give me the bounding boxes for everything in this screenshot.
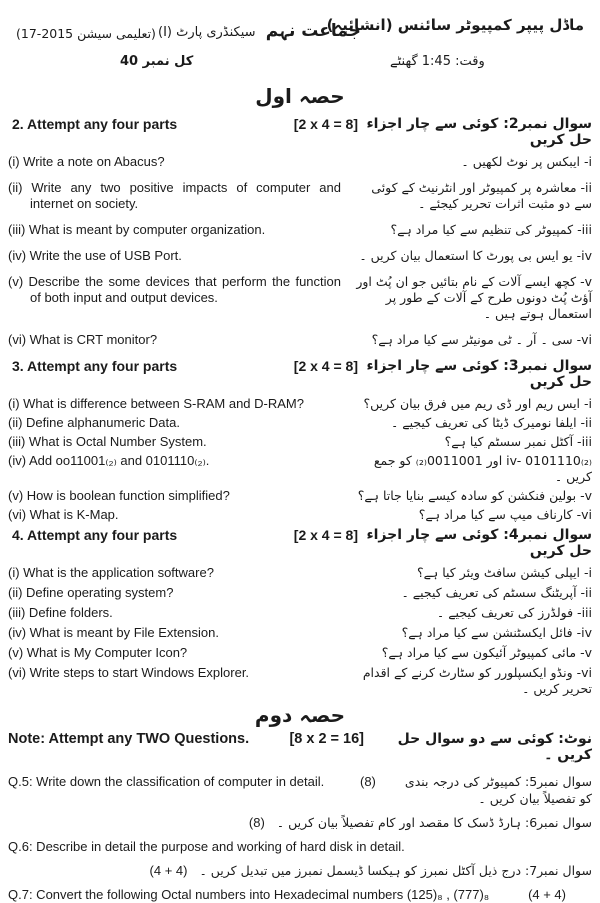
question-5-row — [8, 773, 592, 807]
section-q4-title-ur: سوال نمبر4: کوئی سے چار اجزاء حل کریں — [366, 527, 592, 559]
question-7-ur-row — [8, 862, 592, 879]
question-row — [8, 154, 592, 170]
question-7-marks-ur: (4 + 4) — [149, 863, 188, 878]
question-row — [8, 645, 592, 661]
question-ur: iv- یو ایس بی پورٹ کا استعمال بیان کریں ۔ — [359, 248, 592, 263]
question-row — [8, 396, 592, 412]
question-6-en-row — [8, 838, 592, 855]
question-row — [8, 507, 592, 523]
question-en: (ii) Define operating system? — [8, 585, 174, 600]
question-ur: vi- سی ۔ آر ۔ ٹی مونیٹر سے کیا مراد ہے؟ — [371, 332, 592, 347]
question-6-ur-row — [8, 814, 592, 831]
question-en: (vi) Write steps to start Windows Explorer. — [8, 665, 250, 680]
note-marks: [8 x 2 = 16] — [289, 731, 364, 747]
part-one-heading: حصہ اول — [255, 84, 345, 108]
question-row — [8, 585, 592, 601]
question-row — [8, 565, 592, 581]
question-en: (i) What is the application software? — [8, 565, 214, 580]
time-allowed: وقت: 1:45 گھنٹے — [390, 54, 485, 69]
section-q2-title-ur: سوال نمبر2: کوئی سے چار اجزاء حل کریں — [366, 116, 592, 148]
question-7-en: Q.7: Convert the following Octal numbers into Hexadecimal numbers (125)₈ , (777)₈ — [8, 887, 490, 902]
question-en: (iv) Write the use of USB Port. — [8, 248, 182, 263]
question-ur: i- ایس ریم اور ڈی ریم میں فرق بیان کریں؟ — [363, 396, 592, 411]
question-en: (v) How is boolean function simplified? — [8, 488, 230, 503]
question-en: (v) What is My Computer Icon? — [8, 645, 188, 660]
question-en: (iii) Define folders. — [8, 605, 113, 620]
part-two-heading: حصہ دوم — [254, 703, 346, 727]
question-ur: v- بولین فنکشن کو سادہ کیسے بنایا جاتا ہے؟ — [357, 488, 592, 503]
question-en: (iv) Add oo11001₍₂₎ and 0101110₍₂₎. — [8, 453, 210, 468]
question-7-marks-en: (4 + 4) — [528, 887, 566, 902]
section-q3-title-en: 3. Attempt any four parts — [12, 358, 178, 374]
question-ur: iv- 0101110₍₂₎ اور 0011001₍₂₎ کو جمع کریں ۔ — [373, 453, 592, 484]
question-row — [8, 222, 592, 238]
section-q4-header — [8, 527, 592, 559]
question-en: (iv) What is meant by File Extension. — [8, 625, 219, 640]
question-en: (ii) Define alphanumeric Data. — [8, 415, 180, 430]
class-and-part — [158, 20, 361, 41]
question-7-en-row — [8, 886, 592, 903]
session-label: (تعلیمی سیشن 2015-17) — [16, 26, 156, 41]
question-ur: i- ایبکس پر نوٹ لکھیں ۔ — [461, 154, 592, 169]
question-row — [8, 274, 592, 322]
question-5-ur: سوال نمبر5: کمپیوٹر کی درجہ بندی کو تفصیلاً بیان کریں ۔ — [404, 774, 592, 806]
question-row — [8, 332, 592, 348]
question-en: (i) What is difference between S-RAM and D-RAM? — [8, 396, 304, 411]
question-ur: ii- معاشرہ پر کمپیوٹر اور انٹرنیٹ کے کوئی سے دو مثبت اثرات تحریر کیجئے ۔ — [371, 180, 592, 211]
question-en: (iii) What is meant by computer organization. — [8, 222, 266, 237]
section-q3-marks: [2 x 4 = 8] — [293, 358, 358, 374]
question-en: (ii) Write any two positive impacts of computer and internet on society. — [8, 180, 341, 211]
total-marks: کل نمبر 40 — [120, 54, 194, 69]
question-row — [8, 605, 592, 621]
question-5-marks: (8) — [360, 774, 376, 789]
question-row — [8, 434, 592, 450]
question-ur: iii- فولڈرز کی تعریف کیجیے ۔ — [436, 605, 592, 620]
question-ur: iii- آکٹل نمبر سسٹم کیا ہے؟ — [444, 434, 592, 449]
question-5-en: Q.5: Write down the classification of computer in detail. — [8, 774, 325, 789]
section-q4-title-en: 4. Attempt any four parts — [12, 527, 178, 543]
question-row — [8, 665, 592, 697]
question-6-en: Q.6: Describe in detail the purpose and working of hard disk in detail. — [8, 839, 405, 854]
note-text-ur: نوٹ: کوئی سے دو سوال حل کریں ۔ — [397, 731, 592, 763]
section-q4-marks: [2 x 4 = 8] — [293, 527, 358, 543]
part-name: سیکنڈری پارٹ (I) — [158, 25, 256, 40]
question-en: (vi) What is K-Map. — [8, 507, 119, 522]
paper-header — [8, 0, 592, 82]
question-ur: ii- ایلفا نومیرک ڈیٹا کی تعریف کیجیے ۔ — [390, 415, 592, 430]
question-ur: v- مائی کمپیوٹر آئیکون سے کیا مراد ہے؟ — [381, 645, 592, 660]
question-ur: i- ایپلی کیشن سافٹ ویئر کیا ہے؟ — [416, 565, 592, 580]
question-en: (i) Write a note on Abacus? — [8, 154, 165, 169]
note-text-en: Note: Attempt any TWO Questions. — [8, 731, 250, 747]
section-q2-marks: [2 x 4 = 8] — [293, 116, 358, 132]
question-row — [8, 248, 592, 264]
question-ur: vi- ونڈو ایکسپلورر کو سٹارٹ کرنے کے اقدام تحریر کریں ۔ — [362, 665, 592, 696]
question-row — [8, 453, 592, 485]
question-ur: iv- فائل ایکسٹنشن سے کیا مراد ہے؟ — [401, 625, 592, 640]
question-row — [8, 415, 592, 431]
section-q3-title-ur: سوال نمبر3: کوئی سے چار اجزاء حل کریں — [366, 358, 592, 390]
section-q2 — [8, 116, 592, 348]
class-name: جماعت نہم — [265, 21, 361, 41]
question-6-marks: (8) — [248, 815, 265, 830]
question-en: (v) Describe the some devices that perform the function of both input and output devices. — [8, 274, 341, 305]
question-en: (iii) What is Octal Number System. — [8, 434, 207, 449]
section-q2-title-en: 2. Attempt any four parts — [12, 116, 178, 132]
section-q3-header — [8, 358, 592, 390]
question-7-ur: سوال نمبر7: درج ذیل آکٹل نمبرز کو ہیکسا ڈیسمل نمبرز میں تبدیل کریں ۔ — [199, 863, 592, 878]
paper-title: ماڈل پیپر کمپیوٹر سائنس (انشائیہ) — [326, 16, 584, 34]
question-ur: vi- کارناف میپ سے کیا مراد ہے؟ — [418, 507, 592, 522]
question-ur: ii- آپریٹنگ سسٹم کی تعریف کیجیے ۔ — [401, 585, 592, 600]
question-ur: v- کچھ ایسے آلات کے نام بتائیں جو ان پُٹ اور آؤٹ پُٹ دونوں طرح کے آلات کے طور پر استعمال ہوتے ہیں ۔ — [356, 274, 592, 321]
question-ur: iii- کمپیوٹر کی تنظیم سے کیا مراد ہے؟ — [390, 222, 592, 237]
question-row — [8, 488, 592, 504]
part-two-note — [8, 731, 592, 763]
section-q2-header — [8, 116, 592, 148]
section-q4 — [8, 527, 592, 697]
question-en: (vi) What is CRT monitor? — [8, 332, 158, 347]
section-q3 — [8, 358, 592, 523]
question-row — [8, 625, 592, 641]
question-6-ur: سوال نمبر6: ہارڈ ڈسک کا مقصد اور کام تفصیلاً بیان کریں ۔ — [276, 815, 592, 830]
question-row — [8, 180, 592, 212]
